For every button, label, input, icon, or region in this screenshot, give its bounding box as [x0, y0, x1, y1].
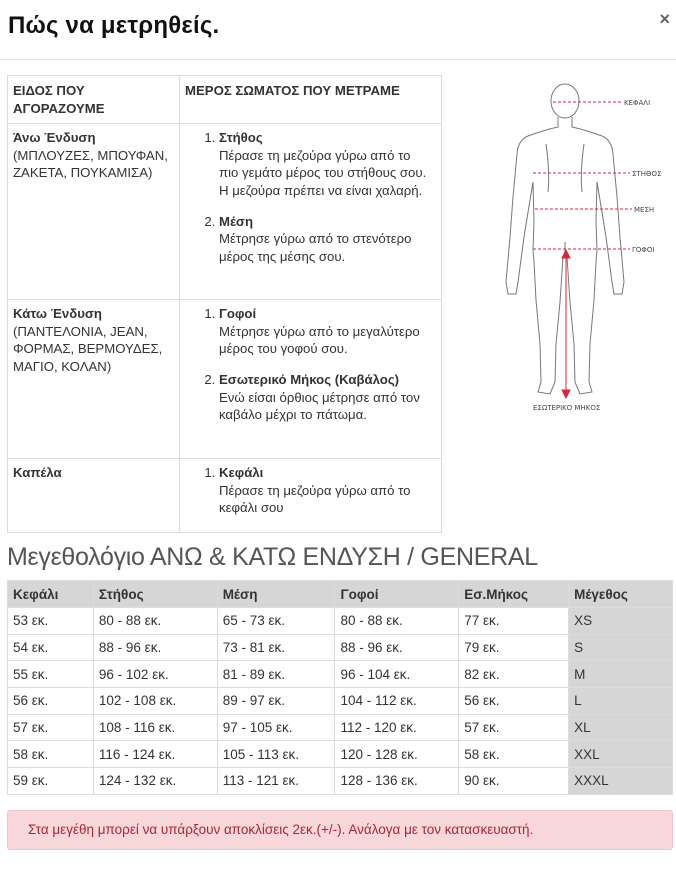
guide-part-description: Πέρασε τη μεζούρα γύρω από το κεφάλι σου	[219, 482, 411, 516]
size-chart-cell: 89 - 97 εκ.	[217, 688, 335, 715]
body-outline	[506, 84, 624, 394]
size-chart-cell: M	[569, 661, 673, 688]
size-chart-cell: 56 εκ.	[459, 688, 569, 715]
table-row	[8, 608, 673, 635]
guide-row-hats	[8, 459, 442, 533]
size-chart-cell: 113 - 121 εκ.	[217, 768, 335, 795]
size-chart-cell: 120 - 128 εκ.	[335, 741, 459, 768]
size-chart-cell: 57 εκ.	[8, 714, 94, 741]
guide-part-name: 1. Στήθος	[219, 130, 263, 146]
table-row	[8, 768, 673, 795]
guide-type-cell	[8, 300, 180, 459]
guide-part-item	[219, 213, 433, 266]
size-chart-header-cell: Στήθος	[93, 581, 217, 608]
size-chart-cell: 80 - 88 εκ.	[93, 608, 217, 635]
figure-label-waist: ΜΕΣΗ	[634, 206, 655, 214]
guide-header-item-type: ΕΙΔΟΣ ΠΟΥ ΑΓΟΡΑΖΟΥΜΕ	[8, 76, 180, 124]
size-chart-cell: 104 - 112 εκ.	[335, 688, 459, 715]
table-row	[8, 741, 673, 768]
guide-type-examples: (ΜΠΛΟΥΖΕΣ, ΜΠΟΥΦΑΝ, ΖΑΚΕΤΑ, ΠΟΥΚΑΜΙΣΑ)	[13, 147, 168, 181]
guide-parts-list	[192, 129, 433, 265]
table-row	[8, 661, 673, 688]
size-chart-cell: 81 - 89 εκ.	[217, 661, 335, 688]
guide-type-name: Κάτω Ένδυση	[13, 306, 102, 322]
size-chart-cell: 112 - 120 εκ.	[335, 714, 459, 741]
table-row	[8, 688, 673, 715]
size-chart-body	[8, 608, 673, 795]
guide-parts-list	[192, 464, 433, 517]
figure-label-inseam: ΕΣΩΤΕΡΙΚΟ ΜΗΚΟΣ	[533, 404, 601, 412]
guide-type-examples: (ΠΑΝΤΕΛΟΝΙΑ, JEAN, ΦΟΡΜΑΣ, ΒΕΡΜΟΥΔΕΣ, ΜΑΓΙΟ, ΚΟΛΑΝ)	[13, 323, 163, 374]
inseam-arrow	[562, 250, 570, 398]
size-chart-title: Μεγεθολόγιο ΑΝΩ & ΚΑΤΩ ΕΝΔΥΣΗ / GENERAL	[7, 543, 538, 571]
guide-part-name: 1. Γοφοί	[219, 306, 257, 322]
guide-parts-list	[192, 305, 433, 424]
guide-part-description: Ενώ είσαι όρθιος μέτρησε από τον καβάλο μέχρι το πάτωμα.	[219, 389, 420, 423]
guide-part-item	[219, 305, 433, 358]
guide-part-item	[219, 129, 433, 199]
figure-label-chest: ΣΤΗΘΟΣ	[632, 170, 662, 178]
body-measurement-figure	[500, 82, 670, 422]
guide-parts-cell	[180, 124, 442, 300]
guide-row-bottoms	[8, 300, 442, 459]
size-chart-cell: 57 εκ.	[459, 714, 569, 741]
measurement-lines	[533, 102, 632, 249]
size-chart-cell: 80 - 88 εκ.	[335, 608, 459, 635]
size-chart-cell: 56 εκ.	[8, 688, 94, 715]
size-chart-cell: 59 εκ.	[8, 768, 94, 795]
guide-part-item	[219, 371, 433, 424]
size-chart-header-cell: Μέση	[217, 581, 335, 608]
size-chart-cell: 54 εκ.	[8, 634, 94, 661]
size-chart-cell: 116 - 124 εκ.	[93, 741, 217, 768]
figure-labels	[533, 99, 661, 412]
guide-header-body-part: ΜΕΡΟΣ ΣΩΜΑΤΟΣ ΠΟΥ ΜΕΤΡΑΜΕ	[180, 76, 442, 124]
size-chart-cell: 79 εκ.	[459, 634, 569, 661]
size-chart-cell: 105 - 113 εκ.	[217, 741, 335, 768]
guide-part-name: 2. Εσωτερικό Μήκος (Καβάλος)	[219, 371, 400, 387]
size-chart-cell: 77 εκ.	[459, 608, 569, 635]
measurement-guide-table	[7, 75, 442, 533]
size-chart-header-cell: Κεφάλι	[8, 581, 94, 608]
size-deviation-note: Στα μεγέθη μπορεί να υπάρξουν αποκλίσεις 2εκ.(+/-). Ανάλογα με τον κατασκευαστή.	[7, 810, 673, 850]
table-row	[8, 634, 673, 661]
size-chart-cell: 96 - 102 εκ.	[93, 661, 217, 688]
size-chart-header-row	[8, 581, 673, 608]
size-chart-cell: 58 εκ.	[459, 741, 569, 768]
table-row	[8, 714, 673, 741]
close-button[interactable]: ×	[659, 9, 670, 29]
size-chart-cell: L	[569, 688, 673, 715]
size-chart-cell: 90 εκ.	[459, 768, 569, 795]
size-chart-header-cell: Μέγεθος	[569, 581, 673, 608]
guide-type-name: Καπέλα	[13, 465, 62, 481]
figure-label-head: ΚΕΦΑΛΙ	[624, 99, 651, 107]
size-chart-cell: XXXL	[569, 768, 673, 795]
size-chart-header-cell: Εσ.Μήκος	[459, 581, 569, 608]
size-chart-cell: 65 - 73 εκ.	[217, 608, 335, 635]
size-chart-cell: 97 - 105 εκ.	[217, 714, 335, 741]
size-chart-cell: 124 - 132 εκ.	[93, 768, 217, 795]
size-chart-cell: 96 - 104 εκ.	[335, 661, 459, 688]
size-chart-cell: 53 εκ.	[8, 608, 94, 635]
size-chart-cell: XL	[569, 714, 673, 741]
guide-type-cell	[8, 124, 180, 300]
size-chart-cell: 58 εκ.	[8, 741, 94, 768]
size-chart-cell: S	[569, 634, 673, 661]
guide-header-row	[8, 76, 442, 124]
size-chart-cell: 108 - 116 εκ.	[93, 714, 217, 741]
size-chart-cell: 88 - 96 εκ.	[335, 634, 459, 661]
figure-label-hips: ΓΟΦΟΙ	[632, 246, 655, 254]
guide-type-cell	[8, 459, 180, 533]
guide-type-name: Άνω Ένδυση	[13, 130, 96, 146]
size-chart-cell: 88 - 96 εκ.	[93, 634, 217, 661]
size-chart-cell: 102 - 108 εκ.	[93, 688, 217, 715]
modal-header	[0, 0, 676, 60]
size-chart-cell: 55 εκ.	[8, 661, 94, 688]
guide-part-description: Μέτρησε γύρω από το μεγαλύτερο μέρος του γοφού σου.	[219, 323, 420, 357]
guide-parts-cell	[180, 459, 442, 533]
guide-parts-cell	[180, 300, 442, 459]
guide-part-item	[219, 464, 433, 517]
size-chart-cell: 73 - 81 εκ.	[217, 634, 335, 661]
size-chart-table	[7, 580, 673, 795]
size-chart-cell: 82 εκ.	[459, 661, 569, 688]
guide-part-description: Πέρασε τη μεζούρα γύρω από το πιο γεμάτο μέρος του στήθους σου. Η μεζούρα πρέπει να είναι χαλαρή.	[219, 147, 427, 198]
size-chart-header-cell: Γοφοί	[335, 581, 459, 608]
guide-part-name: 2. Μέση	[219, 213, 254, 229]
guide-row-tops	[8, 124, 442, 300]
size-chart-cell: XXL	[569, 741, 673, 768]
guide-part-name: 1. Κεφάλι	[219, 465, 264, 481]
size-chart-cell: XS	[569, 608, 673, 635]
size-chart-cell: 128 - 136 εκ.	[335, 768, 459, 795]
guide-part-description: Μέτρησε γύρω από το στενότερο μέρος της μέσης σου.	[219, 231, 412, 264]
modal-title: Πώς να μετρηθείς.	[8, 12, 220, 39]
